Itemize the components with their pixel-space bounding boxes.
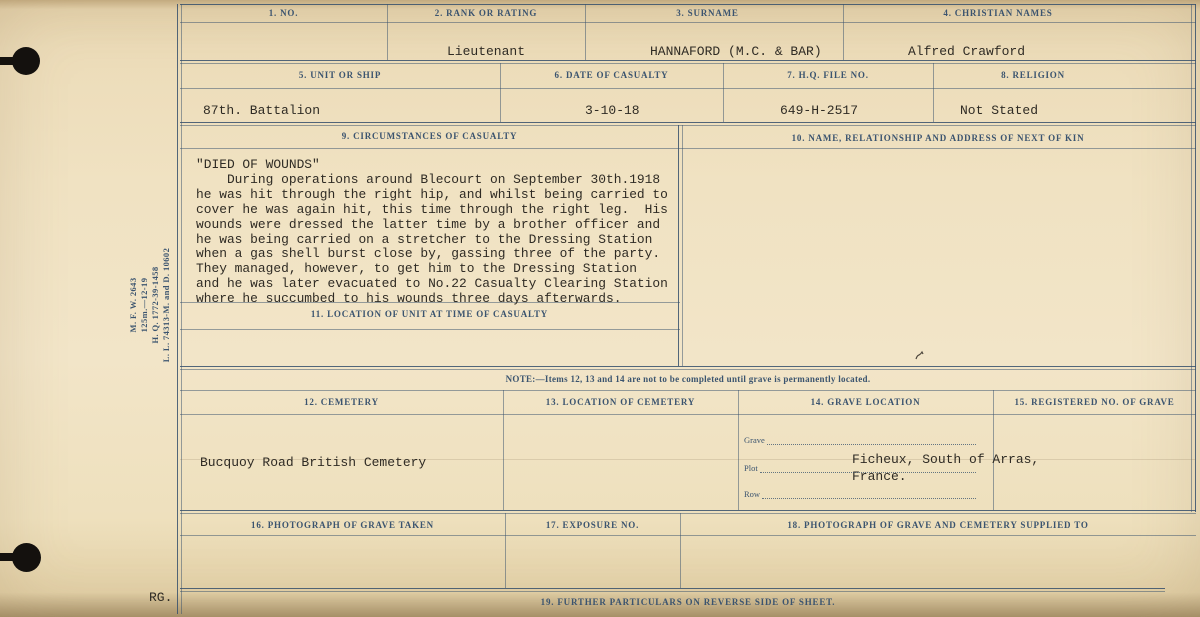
row-line <box>744 488 976 499</box>
field-unit-header: 5. UNIT OR SHIP <box>298 70 382 80</box>
grave-line <box>744 434 976 445</box>
print-code: L. L. 74313-M. and D. 10602 <box>161 247 171 363</box>
form-top-border <box>180 4 1196 5</box>
field-rank-value: Lieutenant <box>446 44 525 59</box>
photo-taken-header: 16. PHOTOGRAPH OF GRAVE TAKEN <box>251 520 434 530</box>
print-code: H. Q. 1772-39-1458 <box>150 266 160 344</box>
divider-cemetery-location <box>503 390 504 510</box>
circumstances-line: During operations around Blecourt on September 30th.1918 <box>196 171 661 187</box>
rg-mark: RG. <box>149 590 173 605</box>
next-of-kin-header: 10. NAME, RELATIONSHIP AND ADDRESS OF NEXT OF KIN <box>791 133 1085 143</box>
form-left-border <box>177 4 178 614</box>
row-dotted-rule <box>762 488 976 499</box>
circumstances-line: where he succumbed to his wounds three days afterwards. <box>196 291 622 307</box>
further-particulars-text: 19. FURTHER PARTICULARS ON REVERSE SIDE OF SHEET. <box>540 597 836 607</box>
print-code: M. F. W. 2643 <box>128 277 138 333</box>
rule-under-section-headers <box>180 148 1196 149</box>
field-rank-header: 2. RANK OR RATING <box>434 8 538 18</box>
rule-under-grave-headers <box>180 414 1196 415</box>
field-surname-value: HANNAFORD (M.C. & BAR) <box>650 44 822 59</box>
rule-row1-bottom <box>180 60 1196 61</box>
rule-row2-bottom-2 <box>180 125 1196 126</box>
cemetery-value: Bucquoy Road British Cemetery <box>200 455 427 470</box>
cemetery-header: 12. CEMETERY <box>304 397 379 407</box>
divider-grave-registered <box>993 390 994 510</box>
grave-dotted-rule <box>767 434 976 445</box>
field-no-header: 1. NO. <box>268 8 299 18</box>
divider-location-grave <box>738 390 739 510</box>
registered-no-header: 15. REGISTERED NO. OF GRAVE <box>1014 397 1175 407</box>
circumstances-text <box>196 158 668 307</box>
circumstances-line: he was being carried on a stretcher to the Dressing Station <box>196 231 653 247</box>
field-date-value: 3-10-18 <box>585 103 640 118</box>
field-surname-header: 3. SURNAME <box>676 8 739 18</box>
divider-circumstances-kin <box>678 125 679 366</box>
unit-location-header: 11. LOCATION OF UNIT AT TIME OF CASUALTY <box>310 309 549 319</box>
field-christian-names-header: 4. CHRISTIAN NAMES <box>943 8 1053 18</box>
rule-under-row1-headers <box>180 22 1196 23</box>
field-hq-file-header: 7. H.Q. FILE NO. <box>787 70 869 80</box>
rule-photo-row-bottom <box>180 588 1165 589</box>
rule-under-note <box>180 390 1196 391</box>
field-religion-header: 8. RELIGION <box>1001 70 1065 80</box>
cemetery-location-line1: Ficheux, South of Arras, <box>852 452 1040 467</box>
photo-supplied-header: 18. PHOTOGRAPH OF GRAVE AND CEMETERY SUPPLIED TO <box>787 520 1089 530</box>
row-line-label: Row <box>744 489 761 499</box>
field-religion-value: Not Stated <box>960 103 1039 118</box>
rule-row1-bottom-2 <box>180 63 1196 64</box>
rule-below-item11 <box>180 329 680 330</box>
field-christian-names-value: Alfred Crawford <box>908 44 1026 59</box>
field-hq-file-value: 649-H-2517 <box>780 103 859 118</box>
print-code: 125m.—12-19 <box>139 277 149 333</box>
grave-location-header: 14. GRAVE LOCATION <box>810 397 921 407</box>
exposure-no-header: 17. EXPOSURE NO. <box>545 520 640 530</box>
field-unit-value: 87th. Battalion <box>203 103 321 118</box>
cemetery-location-line2: France. <box>852 469 907 484</box>
circumstances-line: he was hit through the right hip, and whilst being carried to <box>196 186 668 202</box>
rule-sections-bottom-2 <box>180 369 1196 370</box>
circumstances-header: 9. CIRCUMSTANCES OF CASUALTY <box>341 131 518 141</box>
margin-print-codes <box>128 245 172 365</box>
circumstances-line: They managed, however, to get him to the Dressing Station <box>196 261 637 277</box>
circumstances-line: when a gas shell burst close by, gassing three of the party. <box>196 246 661 262</box>
plot-dotted-rule <box>760 462 976 473</box>
field-date-header: 6. DATE OF CASUALTY <box>554 70 669 80</box>
form-right-border-inner <box>1191 4 1192 512</box>
divider-circumstances-kin-2 <box>682 125 683 366</box>
rule-grave-row-bottom <box>180 510 1196 511</box>
note-text: NOTE:—Items 12, 13 and 14 are not to be completed until grave is permanently located. <box>505 374 871 384</box>
cemetery-location-header: 13. LOCATION OF CEMETERY <box>545 397 696 407</box>
circumstances-line: and he was later evacuated to No.22 Casualty Clearing Station <box>196 276 668 292</box>
circumstances-line: cover he was again hit, this time through the right leg. His <box>196 201 668 217</box>
circumstances-line: "DIED OF WOUNDS" <box>196 157 320 172</box>
punch-hole-bottom <box>12 543 41 572</box>
rule-under-row2-headers <box>180 88 1196 89</box>
pen-mark <box>915 350 925 360</box>
rule-photo-row-bottom-2 <box>180 591 1165 592</box>
grave-line-label: Grave <box>744 435 765 445</box>
plot-line-label: Plot <box>744 463 758 473</box>
punch-hole-top <box>12 47 40 75</box>
rule-under-photo-headers <box>180 535 1196 536</box>
circumstances-line: wounds were dressed the latter time by a brother officer and <box>196 216 661 232</box>
rule-sections-bottom <box>180 366 1196 367</box>
form-right-border <box>1195 4 1196 512</box>
plot-line <box>744 462 976 473</box>
rule-grave-row-bottom-2 <box>180 513 1196 514</box>
rule-row2-bottom <box>180 122 1196 123</box>
